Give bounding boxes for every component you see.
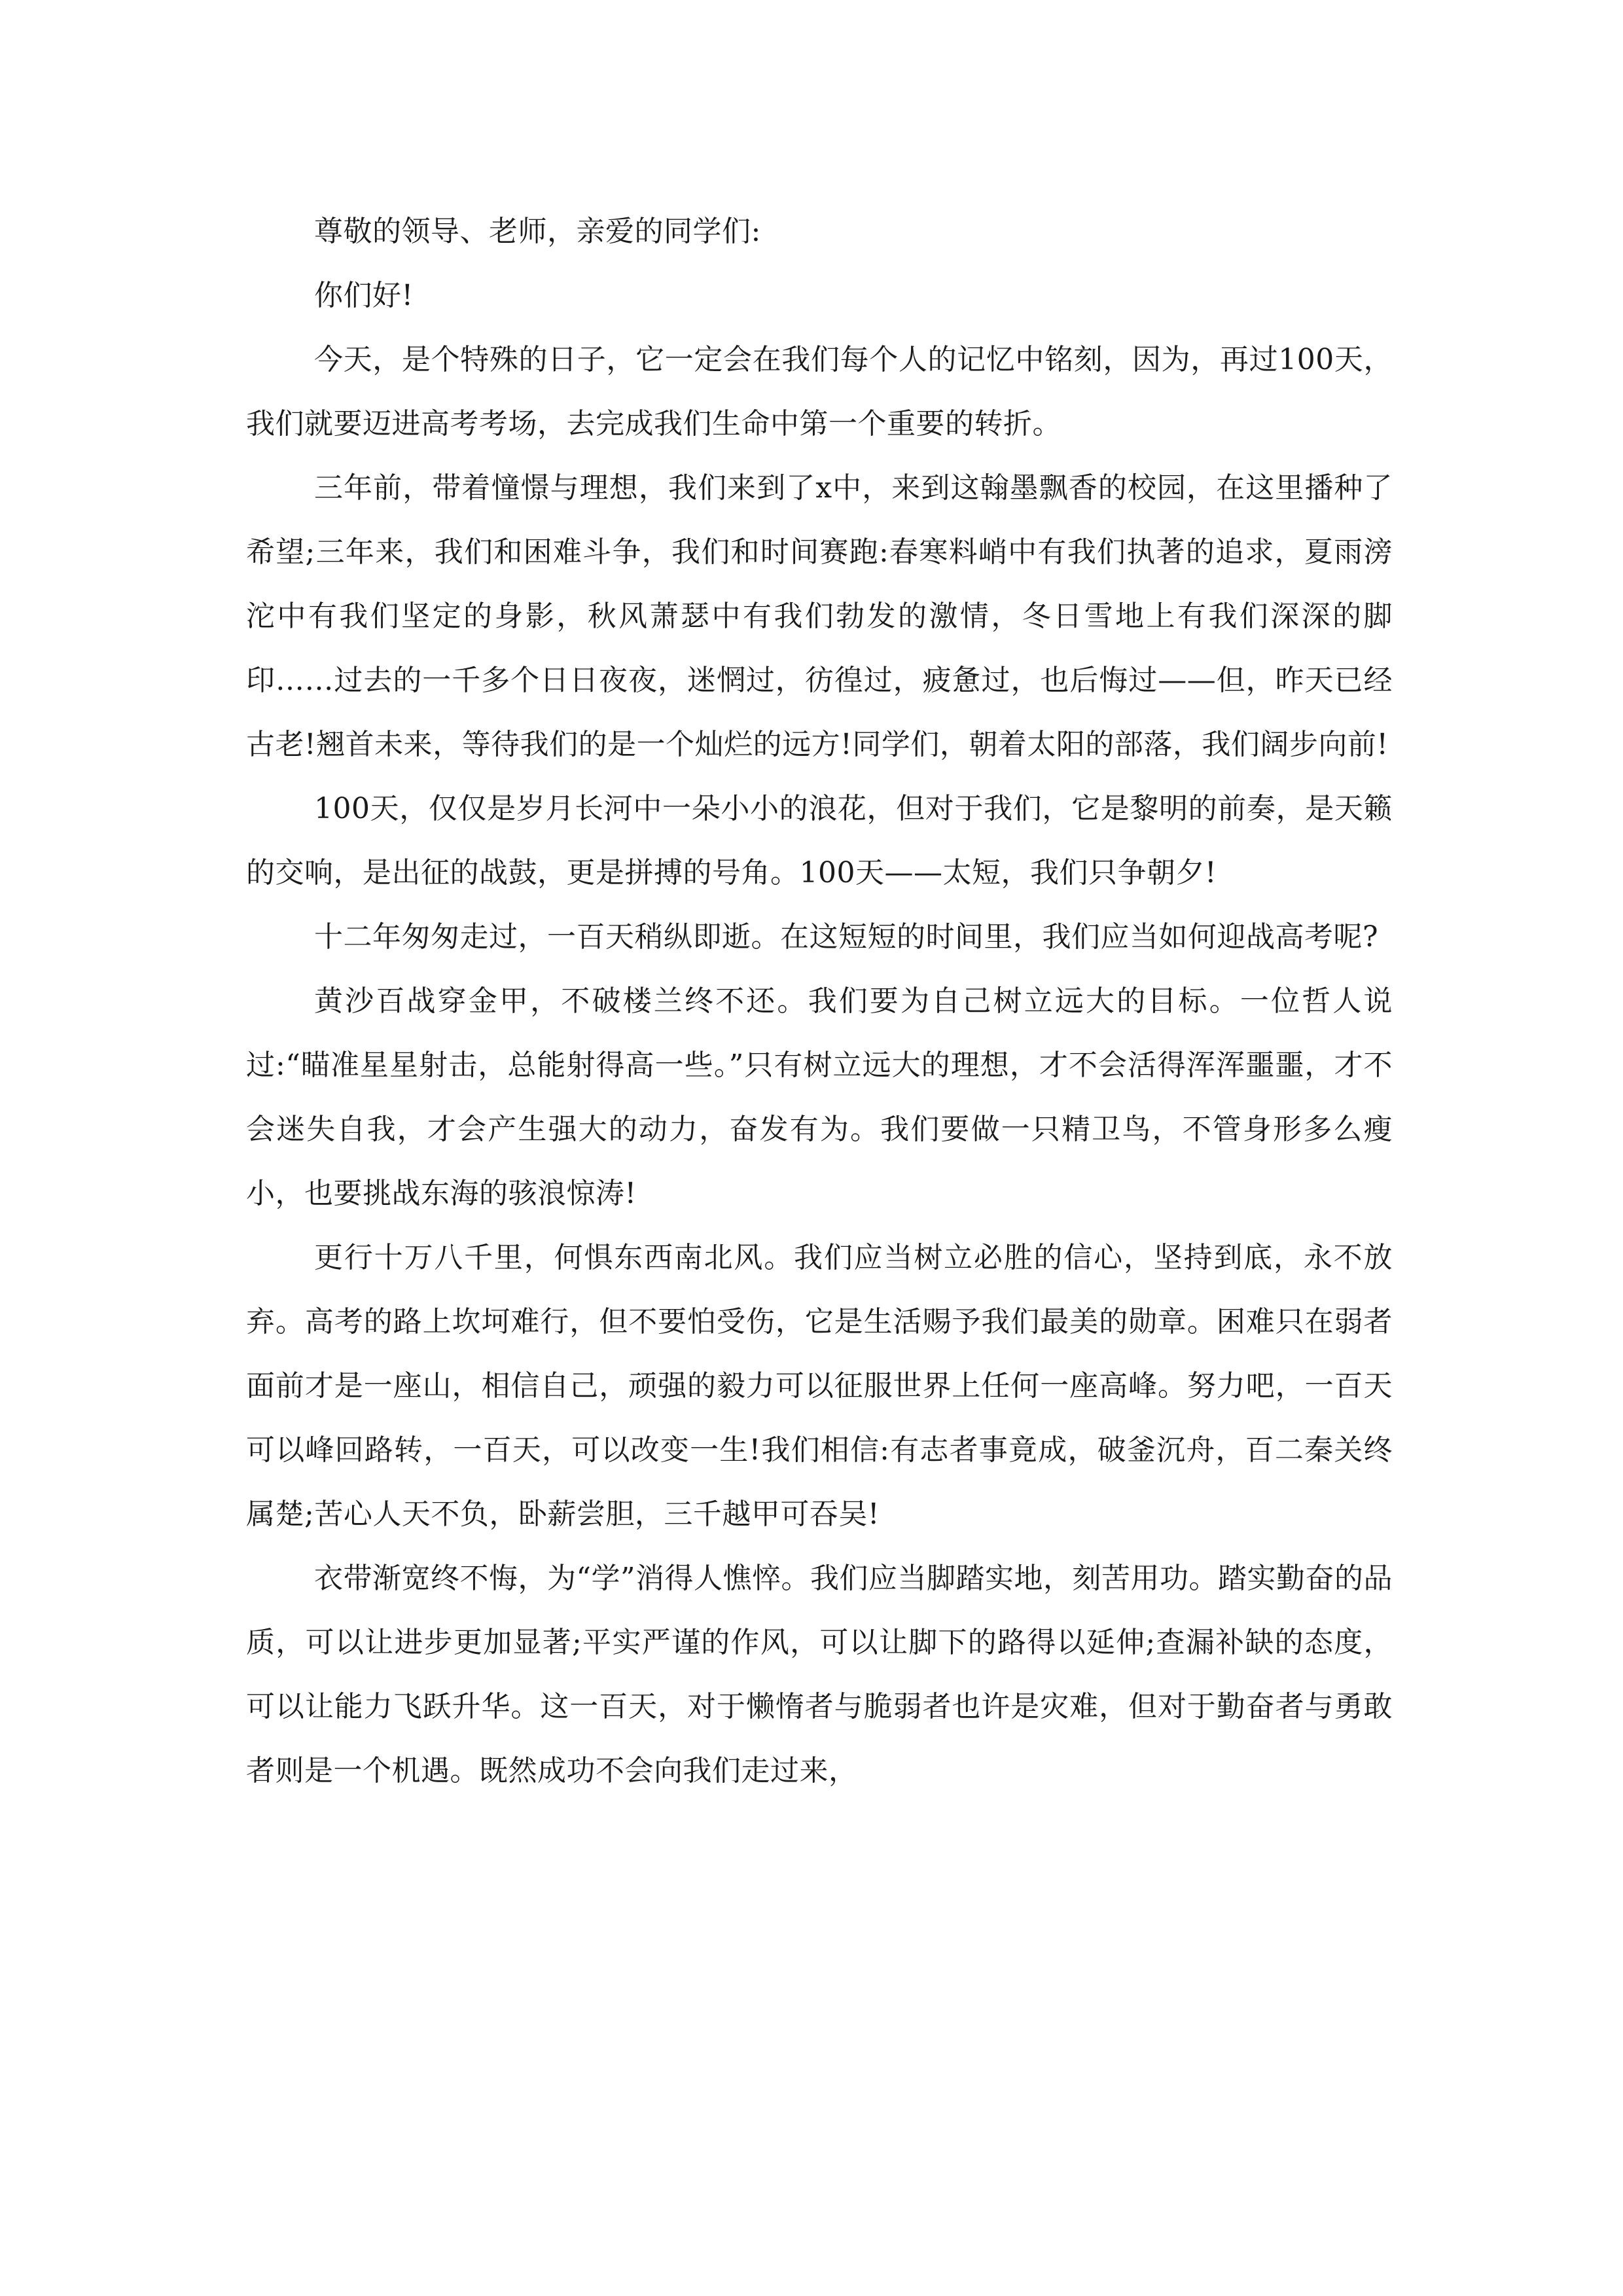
paragraph-salutation: 尊敬的领导、老师，亲爱的同学们: bbox=[314, 215, 761, 248]
paragraph-100-days: 100天，仅仅是岁月长河中一朵小小的浪花，但对于我们，它是黎明的前奏，是天籁的交响，是出征的战鼓，更是拼搏的号角。100天——太短，我们只争朝夕! bbox=[246, 792, 1393, 889]
paragraph-twelve-years: 十二年匆匆走过，一百天稍纵即逝。在这短短的时间里，我们应当如何迎战高考呢? bbox=[314, 920, 1379, 954]
paragraph-today: 今天，是个特殊的日子，它一定会在我们每个人的记忆中铭刻，因为，再过100天，我们就要迈进高考考场，去完成我们生命中第一个重要的转折。 bbox=[246, 343, 1393, 440]
paragraph-three-years: 三年前，带着憧憬与理想，我们来到了x中，来到这翰墨飘香的校园，在这里播种了希望;三年来，我们和困难斗争，我们和时间赛跑:春寒料峭中有我们执著的追求，夏雨滂沱中有我们坚定的身影，秋风萧瑟中有我们勃发的激情，冬日雪地上有我们深深的脚印……过去的一千多个日日夜夜，迷惘过，彷徨过，疲惫过，也后悔过——但，昨天已经古老!翘首未来，等待我们的是一个灿烂的远方!同学们，朝着太阳的部落，我们阔步向前! bbox=[246, 471, 1393, 761]
paragraph-goal: 黄沙百战穿金甲，不破楼兰终不还。我们要为自己树立远大的目标。一位哲人说过:“瞄准星星射击，总能射得高一些。”只有树立远大的理想，才不会活得浑浑噩噩，才不会迷失自我，才会产生强大的动力，奋发有为。我们要做一只精卫鸟，不管身形多么瘦小，也要挑战东海的骇浪惊涛! bbox=[246, 984, 1393, 1210]
document-body bbox=[246, 200, 1393, 1803]
paragraph-greeting: 你们好! bbox=[314, 279, 414, 312]
paragraph-confidence: 更行十万八千里，何惧东西南北风。我们应当树立必胜的信心，坚持到底，永不放弃。高考的路上坎坷难行，但不要怕受伤，它是生活赐予我们最美的勋章。困难只在弱者面前才是一座山，相信自己，顽强的毅力可以征服世界上任何一座高峰。努力吧，一百天可以峰回路转，一百天，可以改变一生!我们相信:有志者事竟成，破釜沉舟，百二秦关终属楚;苦心人天不负，卧薪尝胆，三千越甲可吞吴! bbox=[246, 1241, 1393, 1531]
paragraph-diligence: 衣带渐宽终不悔，为“学”消得人憔悴。我们应当脚踏实地，刻苦用功。踏实勤奋的品质，可以让进步更加显著;平实严谨的作风，可以让脚下的路得以延伸;查漏补缺的态度，可以让能力飞跃升华。这一百天，对于懒惰者与脆弱者也许是灾难，但对于勤奋者与勇敢者则是一个机遇。既然成功不会向我们走过来， bbox=[246, 1562, 1393, 1787]
